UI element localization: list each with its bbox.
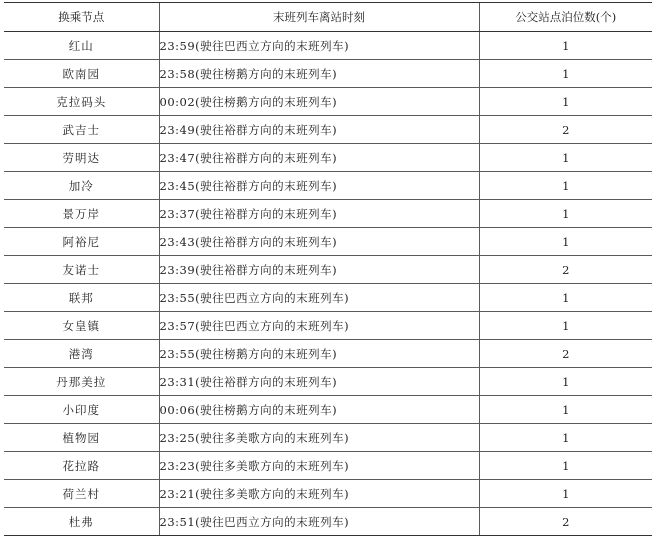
bus-berth-count-cell: 1	[479, 452, 652, 480]
last-train-time-cell: 23:43(驶往裕群方向的末班列车)	[159, 228, 479, 256]
last-train-time-cell: 23:49(驶往裕群方向的末班列车)	[159, 116, 479, 144]
bus-berth-count-cell: 1	[479, 144, 652, 172]
bus-berth-count-cell: 2	[479, 340, 652, 368]
table-row	[4, 88, 652, 116]
last-train-time-cell: 23:55(驶往巴西立方向的末班列车)	[159, 284, 479, 312]
table-row	[4, 144, 652, 172]
transfer-node-cell: 丹那美拉	[4, 368, 159, 396]
column-header-bus-berths: 公交站点泊位数(个)	[479, 3, 652, 32]
table-row	[4, 424, 652, 452]
bus-berth-count-cell: 1	[479, 228, 652, 256]
table-row	[4, 200, 652, 228]
transfer-node-cell: 花拉路	[4, 452, 159, 480]
table-row	[4, 32, 652, 60]
transfer-node-cell: 港湾	[4, 340, 159, 368]
last-train-time-cell: 23:23(驶往多美歌方向的末班列车)	[159, 452, 479, 480]
bus-berth-count-cell: 1	[479, 172, 652, 200]
bus-berth-count-cell: 1	[479, 424, 652, 452]
bus-berth-count-cell: 1	[479, 396, 652, 424]
table-row	[4, 452, 652, 480]
bus-berth-count-cell: 1	[479, 200, 652, 228]
last-train-time-cell: 23:37(驶往裕群方向的末班列车)	[159, 200, 479, 228]
last-train-time-cell: 00:02(驶往榜鹅方向的末班列车)	[159, 88, 479, 116]
transfer-node-cell: 武吉士	[4, 116, 159, 144]
transfer-node-cell: 欧南园	[4, 60, 159, 88]
last-train-time-cell: 23:59(驶往巴西立方向的末班列车)	[159, 32, 479, 60]
last-train-time-cell: 23:51(驶往巴西立方向的末班列车)	[159, 508, 479, 536]
header-row	[4, 3, 652, 32]
table-row	[4, 228, 652, 256]
table-row	[4, 340, 652, 368]
last-train-time-cell: 23:55(驶往榜鹅方向的末班列车)	[159, 340, 479, 368]
transfer-node-cell: 克拉码头	[4, 88, 159, 116]
last-train-time-cell: 23:39(驶往裕群方向的末班列车)	[159, 256, 479, 284]
column-header-last-train-time: 末班列车离站时刻	[159, 3, 479, 32]
last-train-time-cell: 23:58(驶往榜鹅方向的末班列车)	[159, 60, 479, 88]
transfer-node-cell: 加冷	[4, 172, 159, 200]
table-row	[4, 256, 652, 284]
bus-berth-count-cell: 2	[479, 116, 652, 144]
last-train-time-cell: 23:57(驶往巴西立方向的末班列车)	[159, 312, 479, 340]
transfer-node-cell: 杜弗	[4, 508, 159, 536]
bus-berth-count-cell: 1	[479, 284, 652, 312]
table-row	[4, 60, 652, 88]
transfer-node-cell: 女皇镇	[4, 312, 159, 340]
table-body	[4, 32, 652, 536]
transfer-node-cell: 荷兰村	[4, 480, 159, 508]
bus-berth-count-cell: 1	[479, 480, 652, 508]
bus-berth-count-cell: 1	[479, 88, 652, 116]
table-row	[4, 172, 652, 200]
transfer-node-cell: 联邦	[4, 284, 159, 312]
bus-berth-count-cell: 2	[479, 508, 652, 536]
table-row	[4, 312, 652, 340]
transfer-node-cell: 友诺士	[4, 256, 159, 284]
table-row	[4, 396, 652, 424]
last-train-time-cell: 23:25(驶往多美歌方向的末班列车)	[159, 424, 479, 452]
transfer-node-cell: 阿裕尼	[4, 228, 159, 256]
last-train-time-cell: 23:45(驶往裕群方向的末班列车)	[159, 172, 479, 200]
table-row	[4, 116, 652, 144]
transfer-node-cell: 景万岸	[4, 200, 159, 228]
bus-berth-count-cell: 2	[479, 256, 652, 284]
bus-berth-count-cell: 1	[479, 32, 652, 60]
transfer-node-cell: 植物园	[4, 424, 159, 452]
bus-berth-count-cell: 1	[479, 312, 652, 340]
table-row	[4, 368, 652, 396]
last-train-time-cell: 00:06(驶往榜鹅方向的末班列车)	[159, 396, 479, 424]
table-row	[4, 284, 652, 312]
transfer-node-cell: 红山	[4, 32, 159, 60]
transfer-node-cell: 劳明达	[4, 144, 159, 172]
table-row	[4, 480, 652, 508]
transfer-node-cell: 小印度	[4, 396, 159, 424]
last-train-time-cell: 23:21(驶往多美歌方向的末班列车)	[159, 480, 479, 508]
last-train-time-cell: 23:31(驶往裕群方向的末班列车)	[159, 368, 479, 396]
column-header-transfer-node: 换乘节点	[4, 3, 159, 32]
bus-berth-count-cell: 1	[479, 60, 652, 88]
bus-berth-count-cell: 1	[479, 368, 652, 396]
table-row	[4, 508, 652, 536]
last-train-table	[4, 2, 652, 536]
last-train-time-cell: 23:47(驶往裕群方向的末班列车)	[159, 144, 479, 172]
